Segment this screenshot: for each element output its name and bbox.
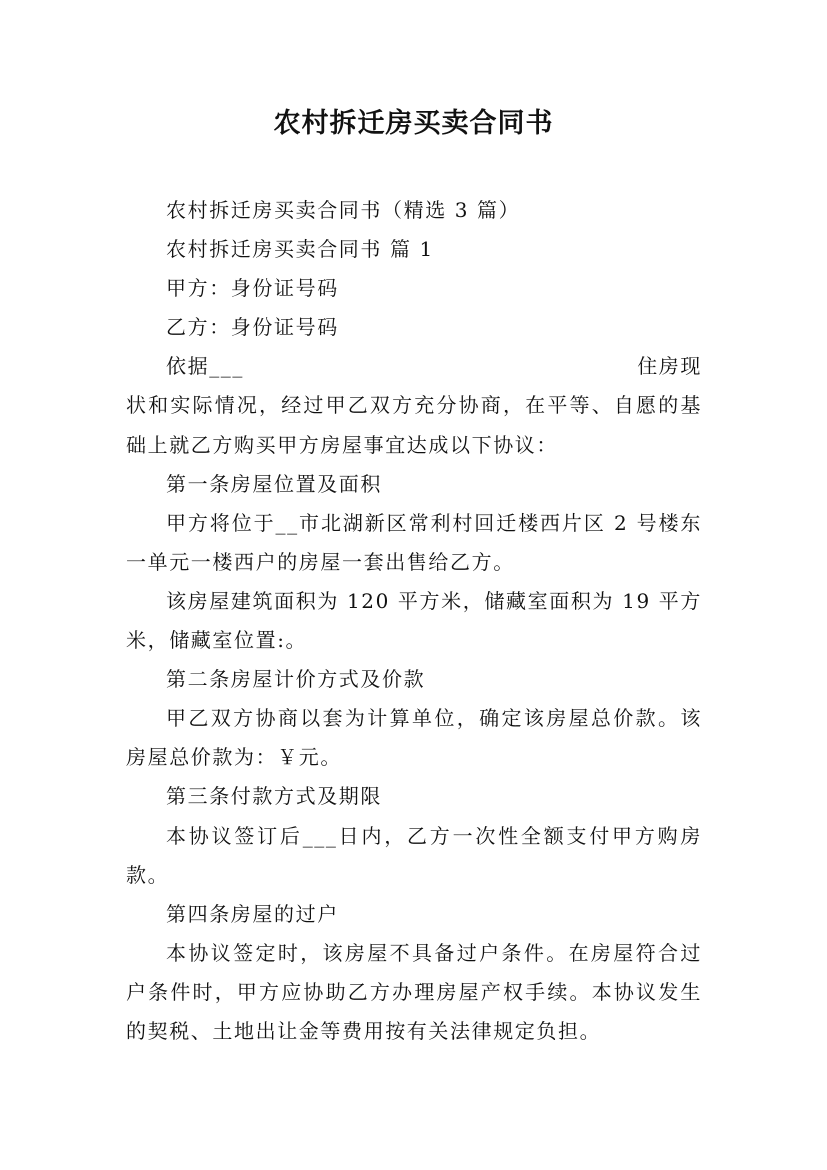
paragraph-basis-first-line xyxy=(126,347,702,386)
paragraph-location: 甲方将位于__市北湖新区常利村回迁楼西片区 2 号楼东一单元一楼西户的房屋一套出售给乙方。 xyxy=(126,510,702,574)
document-body xyxy=(126,191,702,1051)
paragraph-basis-right: 住房现 xyxy=(637,354,702,379)
section-heading-1: 第一条房屋位置及面积 xyxy=(166,471,382,496)
basis-blank: ___ xyxy=(209,354,245,379)
paragraph-party-b: 乙方：身份证号码 xyxy=(166,315,339,340)
paragraph-basis xyxy=(126,347,702,464)
paragraph-area: 该房屋建筑面积为 120 平方米，储藏室面积为 19 平方米，储藏室位置:。 xyxy=(126,588,702,653)
paragraph-party-a: 甲方：身份证号码 xyxy=(166,276,339,301)
paragraph-basis-left xyxy=(166,347,244,386)
document-title: 农村拆迁房买卖合同书 xyxy=(273,108,554,139)
paragraph-payment: 本协议签订后___日内，乙方一次性全额支付甲方购房款。 xyxy=(126,823,702,887)
paragraph-price: 甲乙双方协商以套为计算单位，确定该房屋总价款。该房屋总价款为：￥元。 xyxy=(126,706,702,770)
section-heading-2: 第二条房屋计价方式及价款 xyxy=(166,667,426,692)
basis-prefix: 依据 xyxy=(166,354,210,379)
section-heading-4: 第四条房屋的过户 xyxy=(166,901,339,926)
section-heading-3: 第三条付款方式及期限 xyxy=(166,784,382,809)
paragraph-transfer: 本协议签定时，该房屋不具备过户条件。在房屋符合过户条件时，甲方应协助乙方办理房屋产权手续。本协议发生的契税、土地出让金等费用按有关法律规定负担。 xyxy=(126,940,702,1043)
paragraph-collection-heading: 农村拆迁房买卖合同书（精选 3 篇） xyxy=(166,198,521,222)
paragraph-basis-rest: 状和实际情况，经过甲乙双方充分协商，在平等、自愿的基础上就乙方购买甲方房屋事宜达成以下协议： xyxy=(126,393,702,457)
paragraph-article-heading: 农村拆迁房买卖合同书 篇 1 xyxy=(166,237,434,262)
